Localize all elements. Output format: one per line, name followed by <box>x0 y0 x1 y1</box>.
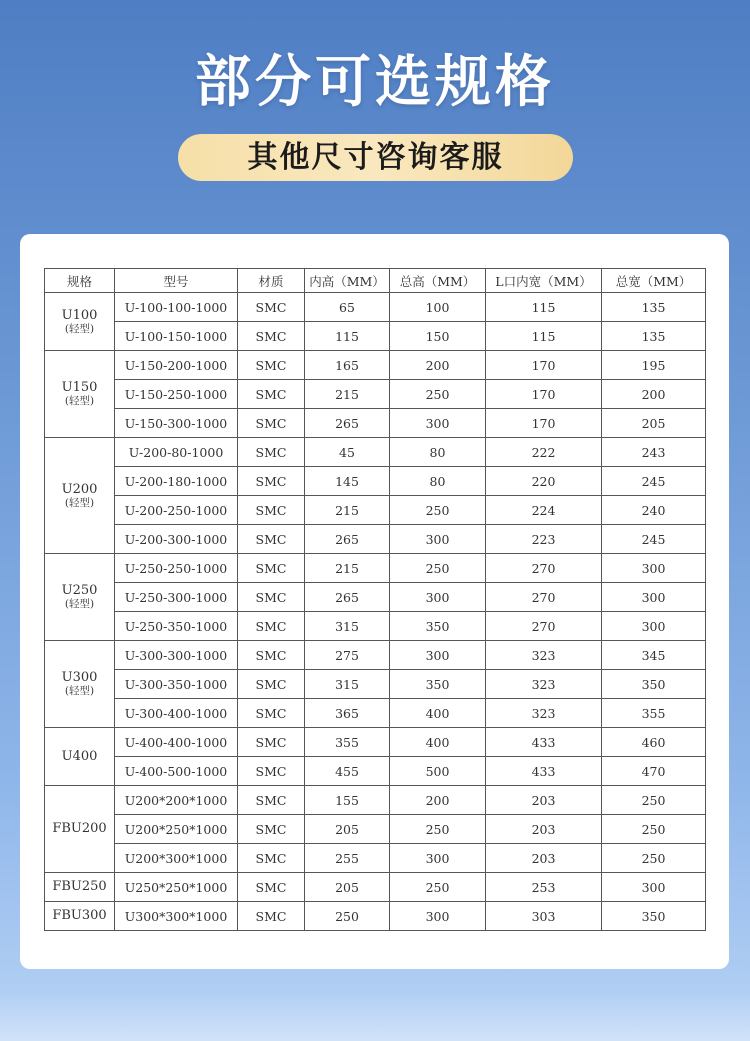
cell-total-width: 205 <box>602 409 706 438</box>
cell-spec <box>45 351 115 438</box>
cell-material: SMC <box>238 351 305 380</box>
cell-inner-height: 165 <box>305 351 390 380</box>
table-header-row <box>45 269 706 293</box>
cell-model: U-300-350-1000 <box>115 670 238 699</box>
cell-total-width: 240 <box>602 496 706 525</box>
cell-total-height: 250 <box>390 496 486 525</box>
cell-inner-width: 323 <box>486 641 602 670</box>
table-row <box>45 873 706 902</box>
cell-model: U200*200*1000 <box>115 786 238 815</box>
table-row <box>45 844 706 873</box>
cell-total-width: 300 <box>602 583 706 612</box>
cell-total-height: 350 <box>390 612 486 641</box>
cell-material: SMC <box>238 467 305 496</box>
cell-inner-height: 455 <box>305 757 390 786</box>
cell-model: U-100-150-1000 <box>115 322 238 351</box>
cell-spec <box>45 786 115 873</box>
spec-name: U250 <box>61 583 98 598</box>
cell-total-height: 100 <box>390 293 486 322</box>
spec-name: U200 <box>61 481 98 497</box>
cell-inner-width: 115 <box>486 322 602 351</box>
cell-material: SMC <box>238 641 305 670</box>
cell-inner-height: 45 <box>305 438 390 467</box>
cell-total-width: 245 <box>602 525 706 554</box>
cell-total-width: 355 <box>602 699 706 728</box>
cell-total-height: 150 <box>390 322 486 351</box>
table-row <box>45 757 706 786</box>
cell-inner-height: 265 <box>305 525 390 554</box>
cell-total-width: 300 <box>602 612 706 641</box>
cell-inner-width: 170 <box>486 409 602 438</box>
spec-name: FBU300 <box>52 908 107 923</box>
cell-material: SMC <box>238 815 305 844</box>
cell-inner-height: 355 <box>305 728 390 757</box>
cell-material: SMC <box>238 583 305 612</box>
spec-table-body <box>45 293 706 931</box>
cell-model: U-300-400-1000 <box>115 699 238 728</box>
cell-model: U-200-250-1000 <box>115 496 238 525</box>
cell-material: SMC <box>238 525 305 554</box>
cell-material: SMC <box>238 612 305 641</box>
cell-model: U-200-300-1000 <box>115 525 238 554</box>
spec-note: (轻型) <box>64 598 95 610</box>
cell-total-height: 250 <box>390 554 486 583</box>
bottom-glow <box>0 990 750 1041</box>
cell-model: U-250-350-1000 <box>115 612 238 641</box>
cell-total-width: 350 <box>602 902 706 931</box>
cell-total-width: 250 <box>602 815 706 844</box>
cell-inner-width: 270 <box>486 612 602 641</box>
header-inner-width: L口内宽（MM） <box>486 269 602 293</box>
table-row <box>45 322 706 351</box>
cell-inner-width: 170 <box>486 380 602 409</box>
cell-total-height: 500 <box>390 757 486 786</box>
cell-inner-height: 115 <box>305 322 390 351</box>
cell-model: U-100-100-1000 <box>115 293 238 322</box>
cell-inner-width: 433 <box>486 757 602 786</box>
table-row <box>45 641 706 670</box>
cell-material: SMC <box>238 409 305 438</box>
table-row <box>45 467 706 496</box>
cell-total-width: 135 <box>602 322 706 351</box>
cell-inner-height: 205 <box>305 873 390 902</box>
spec-note: (轻型) <box>64 322 95 335</box>
cell-total-width: 195 <box>602 351 706 380</box>
cell-model: U-150-300-1000 <box>115 409 238 438</box>
page-title: 部分可选规格 <box>195 50 555 115</box>
cell-inner-width: 270 <box>486 554 602 583</box>
table-row <box>45 351 706 380</box>
cell-total-height: 300 <box>390 525 486 554</box>
cell-inner-height: 215 <box>305 380 390 409</box>
cell-total-height: 400 <box>390 728 486 757</box>
cell-model: U-300-300-1000 <box>115 641 238 670</box>
cell-inner-height: 275 <box>305 641 390 670</box>
cell-inner-height: 155 <box>305 786 390 815</box>
cell-inner-width: 203 <box>486 786 602 815</box>
cell-model: U200*250*1000 <box>115 815 238 844</box>
cell-model: U-250-300-1000 <box>115 583 238 612</box>
header-inner-height: 内高（MM） <box>305 269 390 293</box>
cell-model: U-400-400-1000 <box>115 728 238 757</box>
cell-total-height: 80 <box>390 467 486 496</box>
table-row <box>45 525 706 554</box>
header-total-width: 总宽（MM） <box>602 269 706 293</box>
spec-name: U300 <box>61 670 98 685</box>
cell-spec <box>45 873 115 902</box>
table-row <box>45 670 706 699</box>
cell-model: U-200-80-1000 <box>115 438 238 467</box>
cell-material: SMC <box>238 438 305 467</box>
cell-total-height: 300 <box>390 409 486 438</box>
cell-inner-height: 265 <box>305 409 390 438</box>
cell-material: SMC <box>238 670 305 699</box>
cell-inner-height: 315 <box>305 612 390 641</box>
table-row <box>45 699 706 728</box>
header-total-height: 总高（MM） <box>390 269 486 293</box>
cell-total-width: 250 <box>602 786 706 815</box>
cell-material: SMC <box>238 293 305 322</box>
cell-total-width: 243 <box>602 438 706 467</box>
table-row <box>45 815 706 844</box>
cell-inner-height: 205 <box>305 815 390 844</box>
cell-total-width: 135 <box>602 293 706 322</box>
cell-inner-width: 270 <box>486 583 602 612</box>
header-spec: 规格 <box>45 269 115 293</box>
cell-material: SMC <box>238 554 305 583</box>
consult-service-banner: 其他尺寸咨询客服 <box>178 134 573 181</box>
cell-material: SMC <box>238 380 305 409</box>
cell-total-width: 250 <box>602 844 706 873</box>
cell-inner-height: 315 <box>305 670 390 699</box>
cell-inner-height: 250 <box>305 902 390 931</box>
spec-name: FBU200 <box>52 821 107 836</box>
cell-total-height: 300 <box>390 902 486 931</box>
table-row <box>45 728 706 757</box>
cell-total-height: 300 <box>390 641 486 670</box>
cell-spec <box>45 641 115 728</box>
cell-inner-width: 323 <box>486 670 602 699</box>
table-row <box>45 583 706 612</box>
cell-total-width: 300 <box>602 554 706 583</box>
spec-table <box>44 268 706 931</box>
cell-material: SMC <box>238 496 305 525</box>
cell-inner-width: 220 <box>486 467 602 496</box>
cell-inner-height: 255 <box>305 844 390 873</box>
cell-total-height: 350 <box>390 670 486 699</box>
cell-material: SMC <box>238 757 305 786</box>
table-row <box>45 786 706 815</box>
table-row <box>45 902 706 931</box>
cell-model: U-200-180-1000 <box>115 467 238 496</box>
cell-spec <box>45 438 115 554</box>
table-row <box>45 293 706 322</box>
cell-spec <box>45 728 115 786</box>
cell-spec <box>45 902 115 931</box>
spec-card <box>20 234 729 969</box>
cell-model: U-250-250-1000 <box>115 554 238 583</box>
cell-material: SMC <box>238 902 305 931</box>
cell-model: U-150-200-1000 <box>115 351 238 380</box>
cell-model: U300*300*1000 <box>115 902 238 931</box>
cell-material: SMC <box>238 322 305 351</box>
cell-inner-width: 170 <box>486 351 602 380</box>
cell-inner-height: 265 <box>305 583 390 612</box>
spec-name: U100 <box>61 307 98 323</box>
spec-note: (轻型) <box>64 395 95 407</box>
cell-model: U-150-250-1000 <box>115 380 238 409</box>
cell-total-height: 300 <box>390 844 486 873</box>
header-material: 材质 <box>238 269 305 293</box>
cell-total-width: 350 <box>602 670 706 699</box>
cell-material: SMC <box>238 873 305 902</box>
cell-total-width: 460 <box>602 728 706 757</box>
cell-model: U250*250*1000 <box>115 873 238 902</box>
cell-inner-width: 253 <box>486 873 602 902</box>
cell-inner-width: 223 <box>486 525 602 554</box>
cell-total-width: 470 <box>602 757 706 786</box>
cell-material: SMC <box>238 699 305 728</box>
cell-total-width: 345 <box>602 641 706 670</box>
cell-inner-width: 323 <box>486 699 602 728</box>
table-row <box>45 438 706 467</box>
cell-inner-width: 203 <box>486 844 602 873</box>
cell-inner-height: 215 <box>305 554 390 583</box>
cell-total-width: 200 <box>602 380 706 409</box>
table-row <box>45 409 706 438</box>
cell-inner-width: 203 <box>486 815 602 844</box>
cell-inner-width: 303 <box>486 902 602 931</box>
cell-inner-height: 145 <box>305 467 390 496</box>
cell-inner-height: 65 <box>305 293 390 322</box>
cell-material: SMC <box>238 844 305 873</box>
spec-note: (轻型) <box>64 685 95 697</box>
cell-material: SMC <box>238 786 305 815</box>
spec-name: U400 <box>61 748 98 764</box>
spec-name: U150 <box>61 380 98 395</box>
cell-spec <box>45 554 115 641</box>
cell-total-height: 200 <box>390 786 486 815</box>
cell-total-height: 80 <box>390 438 486 467</box>
cell-total-height: 200 <box>390 351 486 380</box>
table-row <box>45 554 706 583</box>
cell-model: U200*300*1000 <box>115 844 238 873</box>
cell-total-height: 250 <box>390 380 486 409</box>
header-model: 型号 <box>115 269 238 293</box>
cell-inner-width: 115 <box>486 293 602 322</box>
cell-inner-width: 433 <box>486 728 602 757</box>
table-row <box>45 380 706 409</box>
cell-total-width: 300 <box>602 873 706 902</box>
cell-total-height: 250 <box>390 815 486 844</box>
cell-inner-height: 365 <box>305 699 390 728</box>
cell-total-height: 300 <box>390 583 486 612</box>
spec-name: FBU250 <box>52 879 107 894</box>
cell-total-width: 245 <box>602 467 706 496</box>
spec-note: (轻型) <box>64 496 95 509</box>
cell-total-height: 400 <box>390 699 486 728</box>
cell-total-height: 250 <box>390 873 486 902</box>
cell-inner-width: 222 <box>486 438 602 467</box>
table-row <box>45 612 706 641</box>
cell-model: U-400-500-1000 <box>115 757 238 786</box>
table-row <box>45 496 706 525</box>
cell-spec <box>45 293 115 351</box>
cell-inner-width: 224 <box>486 496 602 525</box>
cell-material: SMC <box>238 728 305 757</box>
cell-inner-height: 215 <box>305 496 390 525</box>
